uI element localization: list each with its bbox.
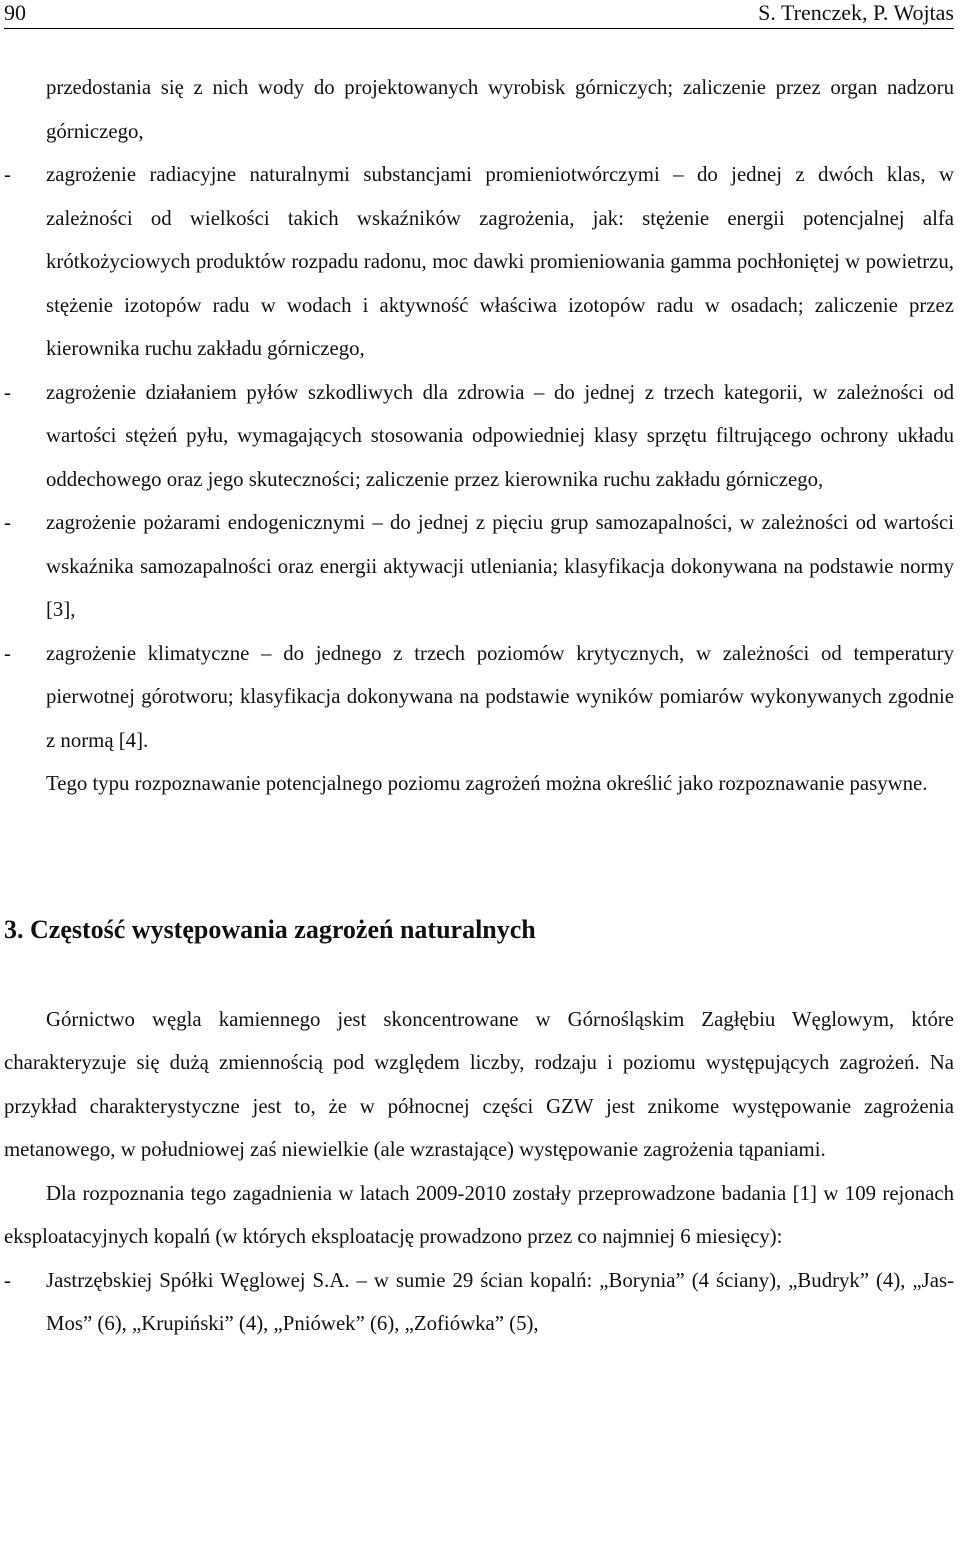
- page-body: [4, 66, 954, 1346]
- body-paragraph: Dla rozpoznania tego zagadnienia w latach 2009-2010 zostały przeprowadzone badania [1] w 109 rejonach eksploatacyjnych kopalń (w których eksploatację prowadzono przez co najmniej 6 miesięcy):: [4, 1181, 954, 1248]
- list-item: [4, 153, 954, 371]
- continued-list-item: przedostania się z nich wody do projektowanych wyrobisk górniczych; zaliczenie przez organ nadzoru górniczego,: [46, 76, 954, 143]
- body-paragraph: Górnictwo węgla kamiennego jest skoncentrowane w Górnośląskim Zagłębiu Węglowym, które charakteryzuje się dużą zmiennością pod względem liczby, rodzaju i poziomu występujących zagrożeń. Na przykład charakterystyczne jest to, że w północnej części GZW jest znikome występowanie zagrożenia metanowego, w południowej zaś niewielkie (ale wzrastające) występowanie zagrożenia tąpaniami.: [4, 1007, 954, 1161]
- list-bullet: -: [4, 1268, 11, 1292]
- list-item-text: zagrożenie radiacyjne naturalnymi substancjami promieniotwórczymi – do jednej z dwóch klas, w zależności od wielkości takich wskaźników zagrożenia, jak: stężenie energii potencjalnej alfa krótkożyciowych produktów rozpadu radonu, moc dawki promieniowania gamma pochłoniętej w powietrzu, stężenie izotopów radu w wodach i aktywność właściwa izotopów radu w osadach; zaliczenie przez kierownika ruchu zakładu górniczego,: [46, 163, 954, 360]
- running-header-authors: S. Trenczek, P. Wojtas: [758, 0, 954, 25]
- page-number: 90: [4, 0, 26, 25]
- list-item: [4, 371, 954, 502]
- list-item-text: Jastrzębskiej Spółki Węglowej S.A. – w sumie 29 ścian kopalń: „Borynia” (4 ściany), „Budryk” (4), „Jas-Mos” (6), „Krupiński” (4), „Pniówek” (6), „Zofiówka” (5),: [46, 1268, 954, 1335]
- list-bullet: -: [4, 511, 11, 534]
- running-header: [4, 0, 954, 29]
- section-heading: [4, 910, 954, 950]
- summary-paragraph: Tego typu rozpoznawanie potencjalnego poziomu zagrożeń można określić jako rozpoznawanie pasywne.: [46, 772, 928, 795]
- list-item-text: zagrożenie klimatyczne – do jednego z trzech poziomów krytycznych, w zależności od temperatury pierwotnej górotworu; klasyfikacja dokonywana na podstawie wyników pomiarów wykonywanych zgodnie z normą [4].: [46, 641, 954, 752]
- list-bullet: -: [4, 163, 11, 186]
- list-item: [4, 501, 954, 632]
- list-item-text: zagrożenie działaniem pyłów szkodliwych dla zdrowia – do jednej z trzech kategorii, w zależności od wartości stężeń pyłu, wymagających stosowania odpowiedniej klasy sprzętu filtrującego ochrony układu oddechowego oraz jego skuteczności; zaliczenie przez kierownika ruchu zakładu górniczego,: [46, 380, 954, 491]
- list-item: [4, 1259, 954, 1346]
- list-bullet: -: [4, 380, 11, 404]
- list-bullet: -: [4, 641, 11, 665]
- list-item: [4, 632, 954, 763]
- section-title: Częstość występowania zagrożeń naturalnych: [30, 914, 536, 944]
- section-number: 3.: [4, 914, 24, 944]
- list-item-text: zagrożenie pożarami endogenicznymi – do jednej z pięciu grup samozapalności, w zależności od wartości wskaźnika samozapalności oraz energii aktywacji utleniania; klasyfikacja dokonywana na podstawie normy [3],: [46, 511, 954, 621]
